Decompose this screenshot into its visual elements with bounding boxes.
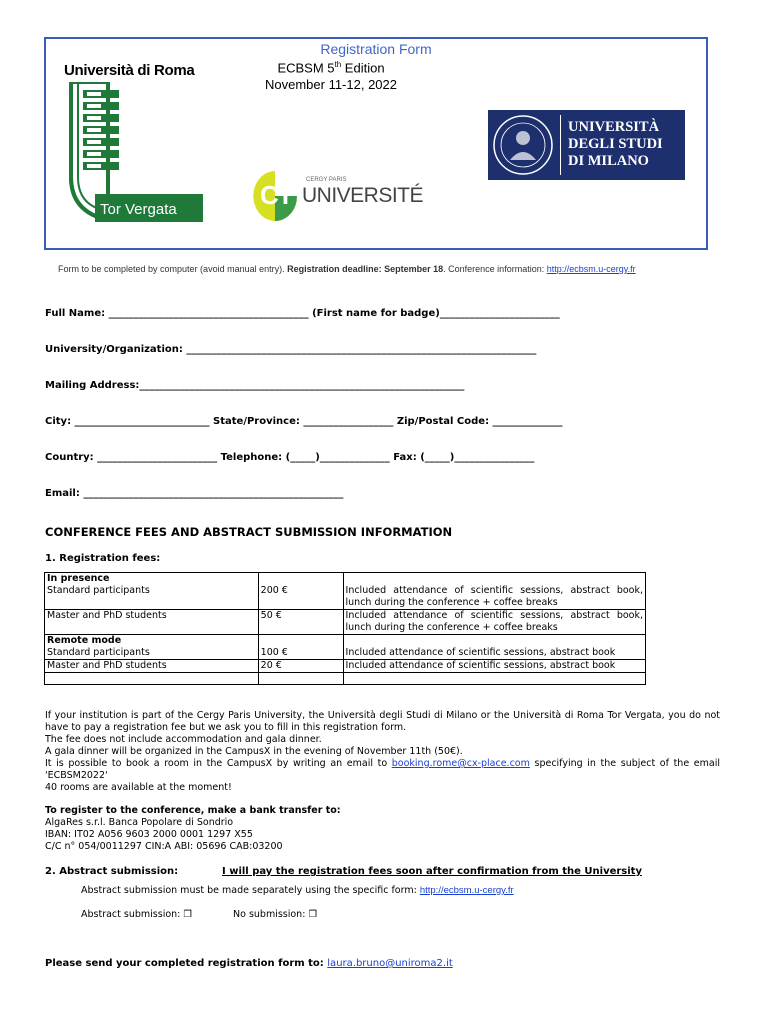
university-field[interactable]: University/Organization: ______________________________________________________________________ <box>45 344 537 355</box>
abstract-note: I will pay the registration fees soon after confirmation from the University <box>222 866 642 877</box>
logo-roma-line1: Università di Roma <box>64 62 195 79</box>
milano-line3: DI MILANO <box>568 153 649 169</box>
fee-price: 50 € <box>260 610 282 621</box>
fee-description: Included attendance of scientific sessions, abstract book <box>345 660 616 671</box>
fee-description: Included attendance of scientific sessions, abstract book, lunch during the conference + coffee breaks <box>345 585 643 608</box>
fee-price: 100 € <box>260 647 288 658</box>
table-row <box>45 573 646 610</box>
group-label: In presence <box>47 573 110 584</box>
form-title: Registration Form <box>320 41 432 57</box>
fee-price: 200 € <box>260 585 288 596</box>
group-label: Remote mode <box>47 635 122 646</box>
abstract-option-yes[interactable] <box>81 909 192 920</box>
booking-email-link[interactable]: booking.rome@cx-place.com <box>391 758 530 769</box>
edition-prefix: ECBSM 5 <box>277 60 335 76</box>
fee-price: 20 € <box>260 660 282 671</box>
abstract-form-link[interactable]: http://ecbsm.u-cergy.fr <box>419 885 514 896</box>
note-line-5: 40 rooms are available at the moment! <box>45 782 232 793</box>
milano-text <box>568 119 663 170</box>
milano-line1: UNIVERSITÀ <box>568 119 660 135</box>
footer-text: Please send your completed registration form to: <box>45 958 328 969</box>
fees-table <box>44 572 646 685</box>
cy-top-text: CERGY PARIS <box>306 177 347 183</box>
bank-heading: To register to the conference, make a bank transfer to: <box>45 805 341 816</box>
milano-seal-icon <box>492 114 554 176</box>
intro-before: Form to be completed by computer (avoid manual entry). <box>58 264 288 274</box>
cy-universite-text: UNIVERSITÉ <box>302 184 424 207</box>
bank-line-3: C/C n° 054/0011297 CIN:A ABI: 05696 CAB:03200 <box>45 841 283 852</box>
section-title: CONFERENCE FEES AND ABSTRACT SUBMISSION INFORMATION <box>45 525 453 539</box>
no-submission-label: No submission: <box>233 909 309 920</box>
note-line-4 <box>45 758 720 782</box>
footer-line <box>45 958 453 969</box>
edition-sup: th <box>334 60 342 69</box>
table-row <box>45 635 646 660</box>
abstract-text-label: Abstract submission must be made separately using the specific form: <box>81 885 420 896</box>
mailing-address-field[interactable]: Mailing Address:_________________________________________________________________ <box>45 380 465 391</box>
bank-transfer-block <box>45 805 341 853</box>
abstract-text <box>81 885 514 896</box>
intro-after: . Conference information: <box>443 264 547 274</box>
bank-line-1: AlgaRes s.r.l. Banca Popolare di Sondrio <box>45 817 234 828</box>
fee-category: Standard participants <box>47 647 150 658</box>
full-name-field[interactable]: Full Name: ________________________________________ (First name for badge)________________________ <box>45 308 560 319</box>
conference-dates: November 11-12, 2022 <box>264 77 397 93</box>
note-line-4-after: specifying in the subject of the email 'ECBSM2022' <box>45 758 720 781</box>
contact-email-link[interactable]: laura.bruno@uniroma2.it <box>327 958 453 969</box>
logo-roma-line2: Tor Vergata <box>100 201 177 218</box>
abstract-heading: 2. Abstract submission: <box>45 866 179 877</box>
cy-mark-text: CY <box>260 180 293 210</box>
conference-link[interactable]: http://ecbsm.u-cergy.fr <box>546 264 636 274</box>
intro-text <box>58 264 636 274</box>
bank-line-2: IBAN: IT02 A056 9603 2000 0001 1297 X55 <box>45 829 253 840</box>
note-line-4-before: It is possible to book a room in the CampusX by writing an email to <box>45 758 392 769</box>
country-field[interactable]: Country: ________________________ Telephone: (_____)______________ Fax: (_____)________________ <box>45 452 535 463</box>
fee-category: Standard participants <box>47 585 150 596</box>
fee-description: Included attendance of scientific sessions, abstract book, lunch during the conference + coffee breaks <box>345 610 643 633</box>
table-row <box>45 610 646 635</box>
note-line-3: A gala dinner will be organized in the CampusX in the evening of November 11th (50€). <box>45 746 463 757</box>
checkbox-icon[interactable]: ❒ <box>308 909 317 920</box>
logo-cy-universite <box>250 168 424 224</box>
email-field[interactable]: Email: ____________________________________________________ <box>45 488 344 499</box>
edition-suffix: Edition <box>341 60 385 76</box>
abstract-option-label: Abstract submission: <box>81 909 184 920</box>
city-field[interactable]: City: ___________________________ State/Province: __________________ Zip/Postal Code: ______________ <box>45 416 563 427</box>
checkbox-icon[interactable]: ❒ <box>183 909 192 920</box>
logo-milano <box>488 110 685 180</box>
logo-tor-vergata <box>58 60 203 225</box>
edition-block <box>196 56 466 93</box>
edition-line <box>196 56 466 76</box>
fee-category: Master and PhD students <box>47 610 167 621</box>
table-row <box>45 660 646 673</box>
fee-notes <box>45 710 720 794</box>
note-line-2: The fee does not include accommodation and gala dinner. <box>45 734 322 745</box>
fee-description: Included attendance of scientific sessions, abstract book <box>345 647 616 658</box>
table-row <box>45 673 646 685</box>
registration-deadline: Registration deadline: September 18 <box>287 264 444 274</box>
milano-line2: DEGLI STUDI <box>568 136 663 152</box>
fees-heading: 1. Registration fees: <box>45 553 161 564</box>
abstract-option-no[interactable] <box>233 909 317 920</box>
fee-category: Master and PhD students <box>47 660 167 671</box>
note-line-1: If your institution is part of the Cergy Paris University, the Università degli Studi di Milano or the Università di Roma Tor Vergata, you do not have to pay a registration fee but we ask you to fill in this registration form. <box>45 710 720 733</box>
